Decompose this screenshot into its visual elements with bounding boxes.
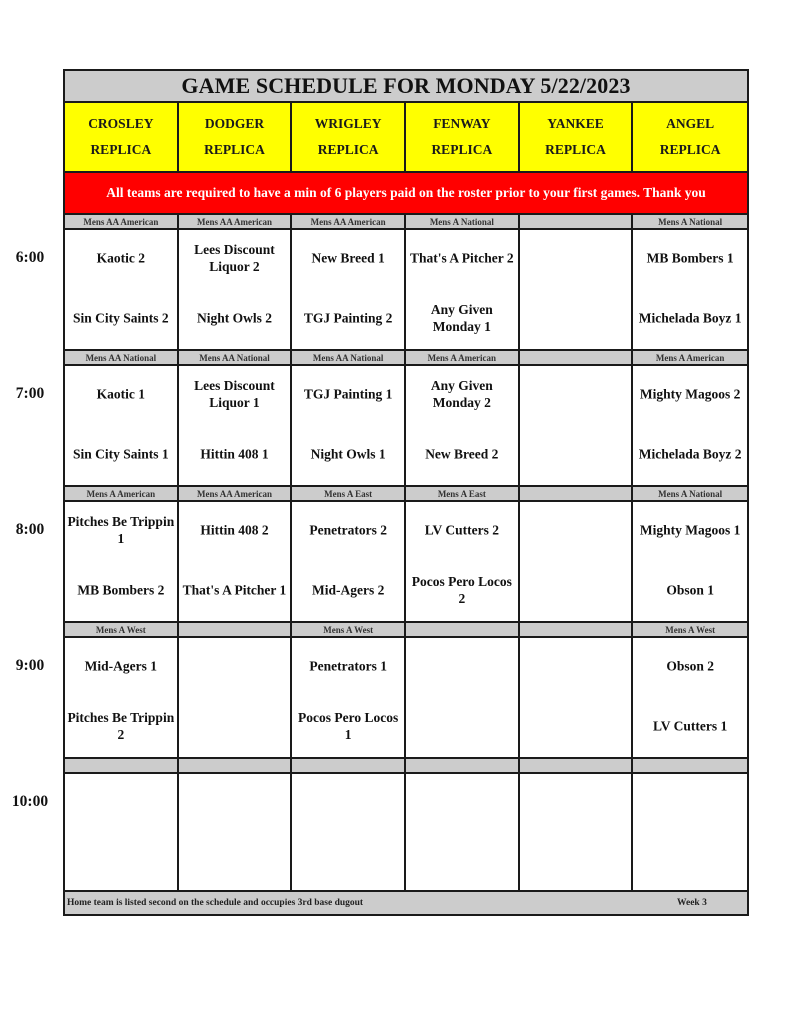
time-label-10: 10:00 xyxy=(11,793,49,810)
game-cell xyxy=(633,638,747,757)
page-title: GAME SCHEDULE FOR MONDAY 5/22/2023 xyxy=(65,71,747,103)
division-row xyxy=(65,759,747,774)
away-team: That's A Pitcher 2 xyxy=(410,250,514,266)
home-team: That's A Pitcher 1 xyxy=(182,582,287,598)
division-label: Mens A East xyxy=(292,487,406,500)
away-team: Obson 2 xyxy=(666,658,714,674)
games-row xyxy=(65,230,747,351)
division-label: Mens AA National xyxy=(179,351,293,364)
away-team: MB Bombers 1 xyxy=(646,250,734,266)
time-label-9: 9:00 xyxy=(15,657,45,674)
game-cell xyxy=(406,366,520,485)
away-team: Penetrators 1 xyxy=(309,658,387,674)
division-label xyxy=(520,623,634,636)
away-team: LV Cutters 2 xyxy=(424,522,499,538)
division-label: Mens A West xyxy=(65,623,179,636)
games-row xyxy=(65,366,747,487)
division-label xyxy=(179,623,293,636)
schedule-table xyxy=(63,69,749,916)
home-team: LV Cutters 1 xyxy=(653,718,728,734)
field-name: YANKEE xyxy=(547,116,604,131)
games-row xyxy=(65,638,747,759)
away-team: Kaotic 1 xyxy=(96,386,146,402)
division-label: Mens A West xyxy=(665,624,716,635)
game-cell xyxy=(520,230,634,349)
division-label: Mens A National xyxy=(658,488,723,499)
division-label xyxy=(292,759,406,772)
field-name: DODGER xyxy=(204,116,265,131)
division-label: Mens AA American xyxy=(179,215,293,228)
division-label xyxy=(520,759,634,772)
division-label xyxy=(520,215,634,228)
division-label xyxy=(520,351,634,364)
away-team: Kaotic 2 xyxy=(96,250,146,266)
game-cell xyxy=(179,638,293,757)
field-subtitle: REPLICA xyxy=(545,142,606,157)
game-cell xyxy=(520,502,634,621)
home-team: Sin City Saints 2 xyxy=(73,310,169,326)
field-header xyxy=(292,103,406,171)
away-team: TGJ Painting 1 xyxy=(303,386,393,402)
game-cell xyxy=(65,230,179,349)
roster-notice-banner: All teams are required to have a min of 6 players paid on the roster prior to your first games. Thank you xyxy=(65,173,747,215)
game-cell xyxy=(179,502,293,621)
home-team: Night Owls 2 xyxy=(196,310,272,326)
division-row xyxy=(65,215,747,230)
game-cell xyxy=(65,502,179,621)
field-header xyxy=(179,103,293,171)
field-header xyxy=(65,103,179,171)
home-team: Sin City Saints 1 xyxy=(73,446,169,462)
division-label: Mens A American xyxy=(655,352,725,363)
field-subtitle: REPLICA xyxy=(90,142,152,157)
game-cell xyxy=(292,774,406,890)
time-slots xyxy=(65,215,747,892)
division-label: Mens A American xyxy=(65,487,179,500)
game-cell xyxy=(406,230,520,349)
time-label-6: 6:00 xyxy=(15,249,45,266)
time-label-8: 8:00 xyxy=(15,521,45,538)
home-team: Obson 1 xyxy=(666,582,714,598)
game-cell xyxy=(406,638,520,757)
division-label: Mens A National xyxy=(406,215,520,228)
field-name: ANGEL xyxy=(666,116,715,131)
game-cell xyxy=(65,774,179,890)
division-label xyxy=(520,487,634,500)
games-row xyxy=(65,502,747,623)
home-team: Pitches Be Trippin 2 xyxy=(67,710,175,742)
division-label: Mens A West xyxy=(292,623,406,636)
game-cell xyxy=(406,774,520,890)
field-header xyxy=(520,103,634,171)
games-row xyxy=(65,774,747,892)
away-team: Lees Discount Liquor 1 xyxy=(194,378,275,410)
game-cell xyxy=(633,366,747,485)
home-team: TGJ Painting 2 xyxy=(303,310,393,326)
field-header xyxy=(406,103,520,171)
field-header xyxy=(633,103,747,171)
time-label-7: 7:00 xyxy=(15,385,45,402)
division-label: Mens AA American xyxy=(179,487,293,500)
game-cell xyxy=(179,230,293,349)
away-team: Hittin 408 2 xyxy=(200,522,269,538)
field-subtitle: REPLICA xyxy=(204,142,265,157)
home-team: Hittin 408 1 xyxy=(200,446,269,462)
game-cell xyxy=(520,774,634,890)
field-name: WRIGLEY xyxy=(314,116,382,131)
division-label xyxy=(406,623,520,636)
game-cell xyxy=(292,366,406,485)
away-team: Any Given Monday 2 xyxy=(430,378,493,410)
game-cell xyxy=(65,638,179,757)
game-cell xyxy=(633,230,747,349)
division-label xyxy=(406,759,520,772)
division-label: Mens AA National xyxy=(65,351,179,364)
game-cell xyxy=(406,502,520,621)
game-cell xyxy=(520,638,634,757)
game-cell xyxy=(292,502,406,621)
home-team: Michelada Boyz 1 xyxy=(638,310,742,326)
game-cell xyxy=(633,502,747,621)
field-name: FENWAY xyxy=(433,116,491,131)
home-team: Michelada Boyz 2 xyxy=(638,446,742,462)
division-row xyxy=(65,623,747,638)
division-row xyxy=(65,487,747,502)
field-header-row xyxy=(65,103,747,173)
home-team: MB Bombers 2 xyxy=(77,582,165,598)
division-label: Mens AA American xyxy=(65,215,179,228)
away-team: Mid-Agers 1 xyxy=(84,658,157,674)
home-team: Pocos Pero Locos 2 xyxy=(411,574,512,606)
field-subtitle: REPLICA xyxy=(659,142,721,157)
home-team: New Breed 2 xyxy=(425,446,499,462)
division-row xyxy=(65,351,747,366)
division-label xyxy=(179,759,293,772)
game-cell xyxy=(292,230,406,349)
game-cell xyxy=(65,366,179,485)
away-team: Penetrators 2 xyxy=(309,522,387,538)
game-cell xyxy=(633,774,747,890)
home-team: Any Given Monday 1 xyxy=(430,302,493,334)
field-subtitle: REPLICA xyxy=(431,142,493,157)
field-subtitle: REPLICA xyxy=(317,142,379,157)
game-cell xyxy=(292,638,406,757)
away-team: Lees Discount Liquor 2 xyxy=(194,242,275,274)
week-label: Week 3 xyxy=(677,898,707,908)
home-team: Mid-Agers 2 xyxy=(311,582,385,598)
away-team: Mighty Magoos 2 xyxy=(639,386,741,402)
division-label: Mens A American xyxy=(406,351,520,364)
away-team: New Breed 1 xyxy=(311,250,385,266)
footer-bar xyxy=(65,892,747,914)
division-label: Mens AA American xyxy=(292,215,406,228)
division-label: Mens AA National xyxy=(292,351,406,364)
division-label: Mens A East xyxy=(406,487,520,500)
home-team-note: Home team is listed second on the schedule and occupies 3rd base dugout xyxy=(67,898,364,908)
game-cell xyxy=(179,774,293,890)
division-label xyxy=(65,759,179,772)
game-cell xyxy=(520,366,634,485)
away-team: Mighty Magoos 1 xyxy=(639,522,741,538)
division-label xyxy=(633,759,747,772)
home-team: Night Owls 1 xyxy=(310,446,386,462)
away-team: Pitches Be Trippin 1 xyxy=(67,514,175,546)
division-label: Mens A National xyxy=(658,216,723,227)
home-team: Pocos Pero Locos 1 xyxy=(298,710,399,742)
game-cell xyxy=(179,366,293,485)
field-name: CROSLEY xyxy=(88,116,154,131)
